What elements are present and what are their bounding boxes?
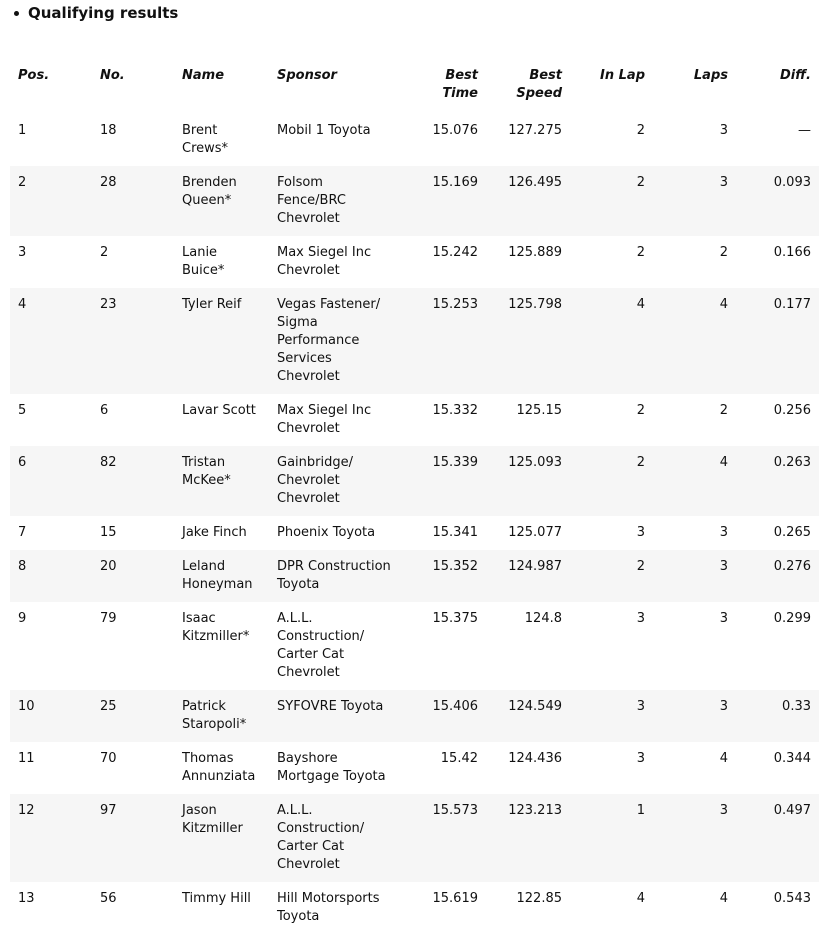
cell-laps: 4 (719, 891, 728, 906)
cell-best-time: 15.573 (432, 803, 478, 818)
cell-laps: 3 (719, 175, 728, 190)
cell-sponsor: Max Siegel Inc Chevrolet (277, 403, 372, 436)
table-header-row (10, 59, 819, 114)
table-row (10, 742, 819, 794)
cell-car-number: 70 (100, 751, 117, 766)
cell-best-speed: 125.889 (508, 245, 562, 260)
table-body (10, 114, 819, 934)
cell-driver-name: Brenden Queen* (182, 175, 237, 208)
cell-best-time: 15.076 (432, 123, 478, 138)
cell-driver-name: Tristan McKee* (182, 455, 231, 488)
cell-pos: 6 (18, 455, 27, 470)
cell-diff: 0.543 (773, 891, 811, 906)
cell-driver-name: Thomas Annunziata (182, 751, 256, 784)
cell-car-number: 2 (100, 245, 109, 260)
cell-best-time: 15.42 (440, 751, 478, 766)
cell-diff: 0.276 (773, 559, 811, 574)
cell-sponsor: Phoenix Toyota (277, 525, 376, 540)
cell-diff: 0.344 (773, 751, 811, 766)
cell-sponsor: SYFOVRE Toyota (277, 699, 384, 714)
cell-sponsor: Folsom Fence/BRC Chevrolet (277, 175, 346, 226)
cell-best-speed: 122.85 (516, 891, 562, 906)
cell-laps: 2 (719, 403, 728, 418)
cell-driver-name: Jake Finch (182, 525, 247, 540)
cell-best-time: 15.375 (432, 611, 478, 626)
cell-laps: 3 (719, 123, 728, 138)
cell-best-time: 15.352 (432, 559, 478, 574)
table-row (10, 690, 819, 742)
cell-pos: 9 (18, 611, 27, 626)
cell-best-speed: 126.495 (508, 175, 562, 190)
cell-pos: 7 (18, 525, 27, 540)
cell-driver-name: Tyler Reif (182, 297, 242, 312)
cell-diff: 0.177 (773, 297, 811, 312)
cell-in-lap: 1 (636, 803, 645, 818)
table-row (10, 794, 819, 882)
cell-car-number: 28 (100, 175, 117, 190)
table-row (10, 446, 819, 516)
cell-laps: 4 (719, 297, 728, 312)
heading-text: Qualifying results (28, 4, 179, 22)
cell-best-speed: 124.8 (524, 611, 562, 626)
cell-best-time: 15.169 (432, 175, 478, 190)
cell-pos: 4 (18, 297, 27, 312)
cell-pos: 8 (18, 559, 27, 574)
cell-sponsor: Vegas Fastener/ Sigma Performance Services Chevrolet (277, 297, 381, 384)
table-row (10, 882, 819, 934)
cell-driver-name: Brent Crews* (182, 123, 229, 156)
cell-sponsor: A.L.L. Construction/ Carter Cat Chevrolet (277, 611, 365, 680)
cell-pos: 12 (18, 803, 35, 818)
cell-diff: 0.263 (773, 455, 811, 470)
cell-laps: 4 (719, 455, 728, 470)
cell-laps: 3 (719, 699, 728, 714)
col-header-best-speed: Best Speed (516, 68, 562, 101)
cell-in-lap: 2 (636, 123, 645, 138)
cell-pos: 11 (18, 751, 35, 766)
cell-laps: 3 (719, 559, 728, 574)
cell-best-speed: 125.15 (516, 403, 562, 418)
cell-diff: 0.265 (773, 525, 811, 540)
cell-laps: 3 (719, 611, 728, 626)
cell-car-number: 23 (100, 297, 117, 312)
section-heading (14, 2, 178, 24)
cell-best-speed: 125.093 (508, 455, 562, 470)
cell-car-number: 79 (100, 611, 117, 626)
cell-in-lap: 2 (636, 455, 645, 470)
cell-sponsor: Mobil 1 Toyota (277, 123, 371, 138)
cell-best-time: 15.332 (432, 403, 478, 418)
table-row (10, 394, 819, 446)
cell-car-number: 56 (100, 891, 117, 906)
cell-best-speed: 125.077 (508, 525, 562, 540)
cell-in-lap: 4 (636, 297, 645, 312)
cell-best-speed: 124.436 (508, 751, 562, 766)
cell-best-speed: 125.798 (508, 297, 562, 312)
cell-best-speed: 124.987 (508, 559, 562, 574)
col-header-in-lap: In Lap (600, 68, 645, 83)
cell-sponsor: Max Siegel Inc Chevrolet (277, 245, 372, 278)
cell-in-lap: 2 (636, 403, 645, 418)
cell-best-time: 15.406 (432, 699, 478, 714)
cell-laps: 3 (719, 803, 728, 818)
cell-best-speed: 123.213 (508, 803, 562, 818)
cell-in-lap: 2 (636, 245, 645, 260)
cell-laps: 2 (719, 245, 728, 260)
cell-driver-name: Patrick Staropoli* (182, 699, 247, 732)
cell-driver-name: Leland Honeyman (182, 559, 253, 592)
cell-car-number: 6 (100, 403, 109, 418)
cell-diff: 0.256 (773, 403, 811, 418)
table-row (10, 114, 819, 166)
cell-diff: 0.33 (782, 699, 811, 714)
col-header-laps: Laps (693, 68, 728, 83)
cell-diff: 0.299 (773, 611, 811, 626)
cell-sponsor: Hill Motorsports Toyota (277, 891, 380, 924)
cell-driver-name: Lanie Buice* (182, 245, 225, 278)
cell-best-time: 15.619 (432, 891, 478, 906)
col-header-no: No. (100, 68, 125, 83)
cell-driver-name: Timmy Hill (182, 891, 251, 906)
cell-best-speed: 124.549 (508, 699, 562, 714)
cell-sponsor: Bayshore Mortgage Toyota (277, 751, 386, 784)
table-row (10, 602, 819, 690)
cell-pos: 5 (18, 403, 27, 418)
cell-laps: 4 (719, 751, 728, 766)
cell-sponsor: Gainbridge/ Chevrolet Chevrolet (277, 455, 353, 506)
table-row (10, 550, 819, 602)
cell-diff: 0.497 (773, 803, 811, 818)
cell-best-time: 15.341 (432, 525, 478, 540)
cell-car-number: 97 (100, 803, 117, 818)
bullet-icon (14, 11, 19, 16)
cell-best-speed: 127.275 (508, 123, 562, 138)
cell-driver-name: Lavar Scott (182, 403, 256, 418)
cell-in-lap: 3 (636, 525, 645, 540)
cell-laps: 3 (719, 525, 728, 540)
col-header-diff: Diff. (779, 68, 811, 83)
table-row (10, 236, 819, 288)
cell-pos: 1 (18, 123, 27, 138)
cell-driver-name: Isaac Kitzmiller* (182, 611, 250, 644)
cell-in-lap: 3 (636, 611, 645, 626)
cell-car-number: 20 (100, 559, 117, 574)
cell-diff: 0.093 (773, 175, 811, 190)
cell-car-number: 25 (100, 699, 117, 714)
cell-in-lap: 4 (636, 891, 645, 906)
table-row (10, 516, 819, 550)
col-header-name: Name (182, 68, 225, 83)
cell-in-lap: 2 (636, 559, 645, 574)
cell-car-number: 18 (100, 123, 117, 138)
col-header-best-time: Best Time (442, 68, 478, 101)
cell-best-time: 15.339 (432, 455, 478, 470)
cell-pos: 10 (18, 699, 35, 714)
cell-diff: 0.166 (773, 245, 811, 260)
cell-best-time: 15.242 (432, 245, 478, 260)
cell-pos: 13 (18, 891, 35, 906)
cell-pos: 3 (18, 245, 27, 260)
cell-driver-name: Jason Kitzmiller (182, 803, 243, 836)
cell-in-lap: 2 (636, 175, 645, 190)
cell-in-lap: 3 (636, 699, 645, 714)
cell-sponsor: A.L.L. Construction/ Carter Cat Chevrolet (277, 803, 365, 872)
cell-car-number: 15 (100, 525, 117, 540)
col-header-pos: Pos. (18, 68, 50, 83)
col-header-sponsor: Sponsor (277, 68, 337, 83)
cell-in-lap: 3 (636, 751, 645, 766)
table-row (10, 166, 819, 236)
cell-car-number: 82 (100, 455, 117, 470)
cell-sponsor: DPR Construction Toyota (277, 559, 391, 592)
cell-diff: — (798, 123, 811, 138)
table-row (10, 288, 819, 394)
cell-pos: 2 (18, 175, 27, 190)
cell-best-time: 15.253 (432, 297, 478, 312)
qualifying-results-table (10, 59, 819, 934)
